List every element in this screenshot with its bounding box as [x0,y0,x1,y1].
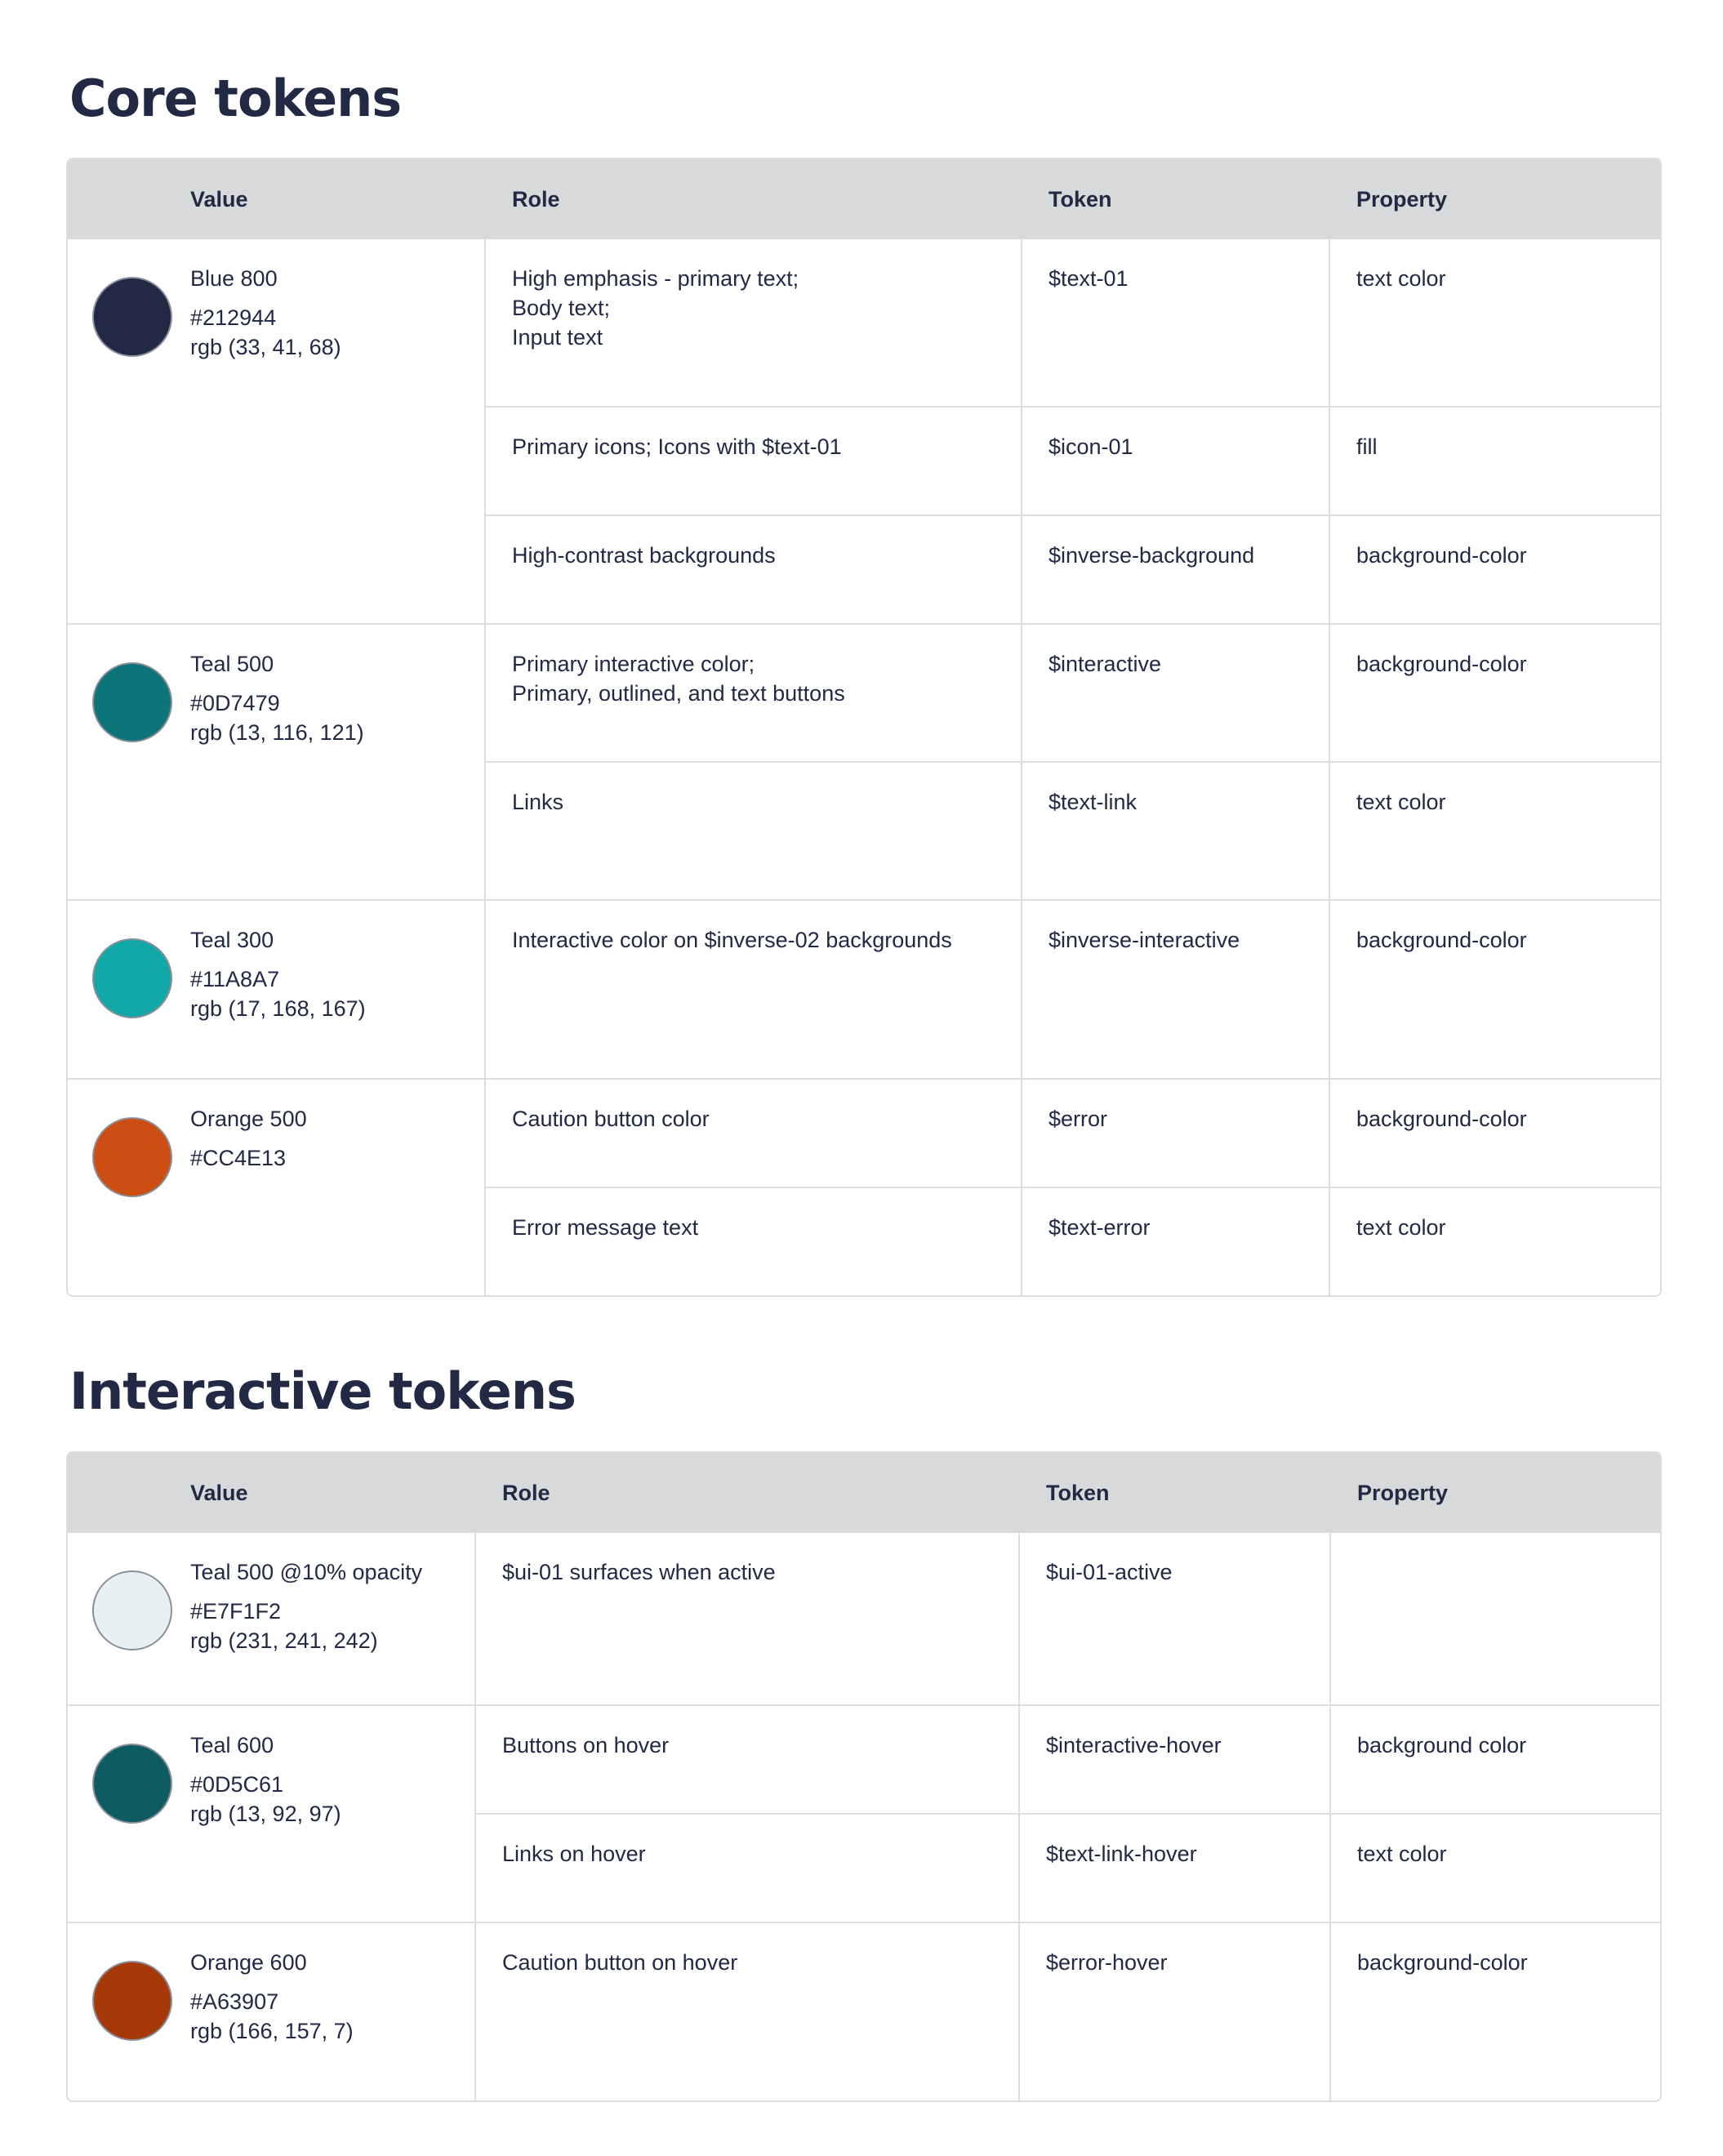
swatch-cell [68,1704,190,1922]
color-rgb: rgb (13, 116, 121) [190,720,364,745]
role-text: Primary, outlined, and text buttons [512,681,845,706]
swatch-cell [68,1922,190,2100]
role-text: Input text [512,325,603,350]
color-name: Blue 800 [190,266,278,291]
swatch-cell [68,1533,190,1704]
color-rgb: rgb (33, 41, 68) [190,335,341,359]
role-text: Links [512,790,564,814]
table-header-row [68,159,1660,239]
interactive-tokens-title: Interactive tokens [69,1361,576,1421]
color-swatch [92,277,172,357]
role-cell [486,623,1022,761]
color-rgb: rgb (231, 241, 242) [190,1628,378,1653]
color-swatch [92,938,172,1018]
color-swatch [92,1961,172,2041]
property-cell: fill [1330,406,1660,514]
role-cell [486,406,1022,514]
color-hex: #212944 [190,305,277,330]
role-text: High emphasis - primary text; [512,266,799,291]
token-header: Token [1022,159,1330,239]
role-text: Primary icons; Icons with $text-01 [512,434,842,459]
color-name: Teal 300 [190,928,274,952]
property-cell: background-color [1330,899,1660,1078]
interactive-tokens-table [66,1451,1662,2102]
table-row [68,1533,1660,1704]
color-name: Teal 500 [190,652,274,676]
property-cell [1331,1533,1660,1704]
role-text: Caution button color [512,1107,710,1131]
color-name: Teal 600 [190,1733,274,1757]
swatch-cell [68,623,190,899]
core-tokens-table [66,158,1662,1297]
swatch-cell [68,899,190,1078]
role-cell [476,1813,1020,1922]
color-value-cell [190,623,486,899]
role-cell [486,899,1022,1078]
property-cell: text color [1331,1813,1660,1922]
role-cell [476,1922,1020,2100]
table-header-row [68,1453,1660,1533]
color-name: Teal 500 @10% opacity [190,1560,423,1584]
role-cell [486,1078,1022,1187]
token-cell: $error-hover [1020,1922,1331,2100]
swatch-cell [68,1078,190,1295]
color-hex: #0D7479 [190,691,280,715]
color-value-cell [190,1078,486,1295]
color-hex: #E7F1F2 [190,1599,282,1624]
color-swatch [92,1117,172,1197]
swatch-cell [68,239,190,623]
token-cell: $ui-01-active [1020,1533,1331,1704]
color-swatch [92,1744,172,1824]
token-cell: $text-link [1022,761,1330,899]
table-row [68,899,1660,1078]
token-header: Token [1020,1453,1331,1533]
role-cell [486,1187,1022,1295]
role-text: Buttons on hover [502,1733,670,1757]
property-header: Property [1330,159,1660,239]
color-hex: #CC4E13 [190,1146,287,1170]
property-cell: text color [1356,266,1446,291]
value-header: Value [190,159,486,239]
role-text: Interactive color on $inverse-02 backgrounds [512,928,952,952]
token-cell: $text-01 [1022,239,1330,406]
color-value-cell [190,1922,476,2100]
token-cell: $error [1022,1078,1330,1187]
token-cell: $text-error [1022,1187,1330,1295]
property-cell: background color [1331,1704,1660,1813]
role-cell [486,514,1022,623]
table-row [68,239,1660,406]
role-header: Role [476,1453,1020,1533]
role-header: Role [486,159,1022,239]
color-hex: #A63907 [190,1989,279,2014]
color-swatch [92,1570,172,1650]
color-rgb: rgb (13, 92, 97) [190,1802,341,1826]
color-hex: #11A8A7 [190,967,280,991]
role-cell [486,239,1022,406]
swatch-header [68,1453,190,1533]
token-cell: $interactive-hover [1020,1704,1331,1813]
table-row [68,623,1660,761]
role-text: Body text; [512,296,611,320]
token-cell: $text-link-hover [1020,1813,1331,1922]
property-header: Property [1331,1453,1660,1533]
property-cell: text color [1330,761,1660,899]
swatch-header [68,159,190,239]
table-row [68,1922,1660,2100]
role-cell [476,1533,1020,1704]
color-name: Orange 600 [190,1950,307,1975]
role-text: Caution button on hover [502,1950,738,1975]
role-cell [476,1704,1020,1813]
role-text: $ui-01 surfaces when active [502,1560,776,1584]
property-cell: background-color [1330,514,1660,623]
table-row [68,1078,1660,1187]
role-cell [486,761,1022,899]
property-cell: background-color [1330,623,1660,761]
color-value-cell [190,1704,476,1922]
token-cell: $interactive [1022,623,1330,761]
color-value-cell [190,899,486,1078]
color-value-cell [190,1533,476,1704]
color-value-cell [190,239,486,623]
role-text: Primary interactive color; [512,652,755,676]
color-hex: #0D5C61 [190,1772,284,1797]
color-rgb: rgb (166, 157, 7) [190,2019,354,2043]
role-text: High-contrast backgrounds [512,543,776,568]
property-cell: background-color [1330,1078,1660,1187]
token-cell: $inverse-background [1022,514,1330,623]
core-tokens-title: Core tokens [69,69,402,128]
token-cell: $inverse-interactive [1022,899,1330,1078]
token-cell: $icon-01 [1022,406,1330,514]
role-text: Error message text [512,1215,699,1240]
role-text: Links on hover [502,1842,646,1866]
table-row [68,1704,1660,1813]
color-name: Orange 500 [190,1107,307,1131]
property-cell: background-color [1331,1922,1660,2100]
color-swatch [92,662,172,742]
color-rgb: rgb (17, 168, 167) [190,996,366,1021]
value-header: Value [190,1453,476,1533]
property-cell: text color [1330,1187,1660,1295]
